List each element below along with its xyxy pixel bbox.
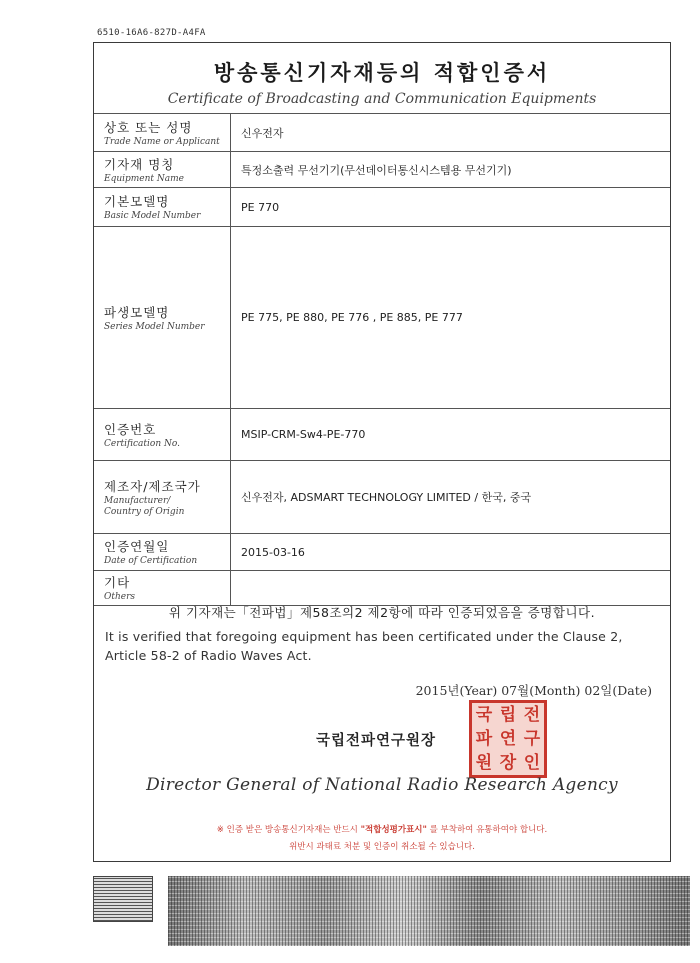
security-stamp-box bbox=[93, 876, 153, 922]
field-label-korean: 기자재 명칭 bbox=[104, 156, 175, 172]
field-label-korean: 인증번호 bbox=[104, 421, 157, 437]
field-row-certification-no bbox=[94, 409, 670, 461]
trade-name-value: 신우전자 bbox=[241, 126, 284, 140]
certification-number-value: MSIP-CRM-Sw4-PE-770 bbox=[241, 428, 366, 441]
field-label-korean: 제조자/제조국가 bbox=[104, 478, 201, 494]
field-label-english: Manufacturer/ bbox=[104, 495, 171, 506]
field-label-english: Certification No. bbox=[104, 438, 180, 449]
certificate-title-english: Certificate of Broadcasting and Communication Equipments bbox=[167, 91, 597, 107]
notice-highlight: "적합성평가표시" bbox=[360, 825, 427, 835]
field-label-english: Trade Name or Applicant bbox=[104, 136, 220, 147]
certificate-frame bbox=[93, 42, 671, 862]
certificate-title-korean: 방송통신기자재등의 적합인증서 bbox=[213, 61, 551, 85]
notice-line-2: 위반시 과태료 처분 및 인증이 취소될 수 있습니다. bbox=[289, 842, 475, 852]
certificate-field-table bbox=[94, 113, 670, 606]
official-seal: 국 립 전 파 연 구 원 장 인 bbox=[469, 700, 547, 778]
field-label-korean: 기타 bbox=[104, 575, 131, 590]
field-row-manufacturer bbox=[94, 461, 670, 534]
document-id: 6510-16A6-827D-A4FA bbox=[97, 28, 206, 38]
others-value bbox=[231, 571, 670, 605]
field-label-english: Basic Model Number bbox=[104, 211, 201, 221]
series-model-value: PE 775, PE 880, PE 776 , PE 885, PE 777 bbox=[241, 311, 463, 324]
field-label-english-line2: Country of Origin bbox=[104, 506, 185, 517]
field-row-trade-name bbox=[94, 114, 670, 152]
field-row-certification-date bbox=[94, 534, 670, 571]
equipment-name-value: 특정소출력 무선기기(무선데이터통신시스템용 무선기기) bbox=[241, 163, 512, 177]
notice-line-1: ※ 인증 받은 방송통신기자재는 반드시 "적합성평가표시" 를 부착하여 유통하여야 합니다. bbox=[216, 825, 548, 835]
issuer-korean: 국립전파연구원장 bbox=[316, 733, 437, 749]
security-pattern-strip bbox=[168, 876, 690, 946]
field-row-series-model bbox=[94, 227, 670, 409]
field-row-equipment-name bbox=[94, 152, 670, 188]
field-label-english: Others bbox=[104, 592, 136, 602]
field-row-others bbox=[94, 571, 670, 606]
verification-statement-english: It is verified that foregoing equipment has been certificated under the Clause 2, Article 58-2 of Radio Waves Act. bbox=[105, 629, 623, 663]
field-label-korean: 기본모델명 bbox=[104, 194, 170, 209]
verification-statement-korean: 위 기자재는「전파법」제58조의2 제2항에 따라 인증되었음을 증명합니다. bbox=[168, 605, 596, 620]
manufacturer-value: 신우전자, ADSMART TECHNOLOGY LIMITED / 한국, 중국 bbox=[241, 491, 532, 504]
basic-model-value: PE 770 bbox=[241, 200, 280, 214]
field-row-basic-model bbox=[94, 188, 670, 227]
field-label-korean: 인증연월일 bbox=[104, 539, 170, 554]
certification-date-value: 2015-03-16 bbox=[241, 545, 305, 559]
field-label-korean: 상호 또는 성명 bbox=[104, 119, 193, 135]
issuer-english: Director General of National Radio Research Agency bbox=[146, 775, 618, 795]
issue-date: 2015년(Year) 07월(Month) 02일(Date) bbox=[415, 683, 652, 698]
field-label-korean: 파생모델명 bbox=[104, 304, 170, 320]
field-label-english: Series Model Number bbox=[104, 321, 205, 332]
field-label-english: Date of Certification bbox=[104, 556, 198, 566]
field-label-english: Equipment Name bbox=[104, 173, 185, 184]
